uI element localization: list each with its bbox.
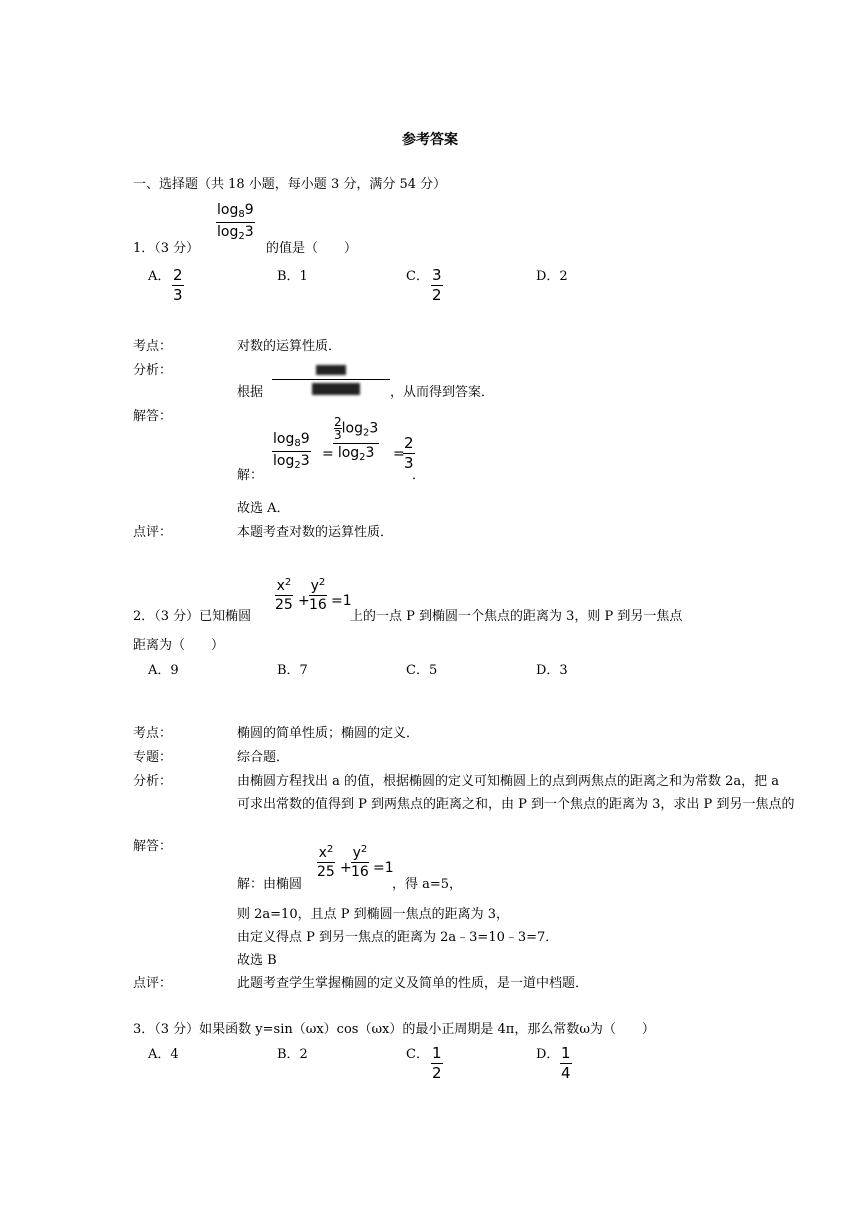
q2-jie-pre: 解：由椭圆 bbox=[237, 877, 303, 892]
q1-option-b: B．1 bbox=[277, 269, 308, 284]
q1-jie-dot: ． bbox=[412, 468, 426, 483]
q3-option-c-fraction: 1 2 bbox=[432, 1044, 442, 1082]
q2-fenxi-label: 分析： bbox=[133, 774, 173, 789]
q1-jie-result-fraction: 2 3 bbox=[404, 434, 414, 472]
q2-jie-line1: 则 2a=10，且点 P 到椭圆一焦点的距离为 3， bbox=[237, 907, 510, 922]
q2-stem-line2: 距离为（ ） bbox=[133, 638, 225, 653]
q2-jie-post: ，得 a=5， bbox=[392, 877, 463, 892]
q2-option-b: B．7 bbox=[277, 663, 308, 678]
q2-suffix: 上的一点 P 到椭圆一个焦点的距离为 3，则 P 到另一焦点 bbox=[350, 609, 683, 624]
q2-option-d: D．3 bbox=[536, 663, 568, 678]
q2-option-a: A．9 bbox=[148, 663, 179, 678]
q2-jie-line2: 由定义得点 P 到另一焦点的距离为 2a﹣3=10﹣3=7． bbox=[237, 930, 559, 945]
q1-option-a-fraction: 2 3 bbox=[173, 266, 183, 304]
q2-stem-plus: + bbox=[298, 593, 310, 609]
page-title: 参考答案 bbox=[402, 132, 458, 148]
q2-kaodian-label: 考点： bbox=[133, 726, 173, 741]
q1-suffix: 的值是（ ） bbox=[266, 241, 358, 256]
q1-dianping-label: 点评： bbox=[133, 525, 173, 540]
q2-stem-eq: =1 bbox=[331, 593, 352, 609]
q2-stem-y-fraction: $y^2$ 16 bbox=[309, 577, 327, 613]
q2-stem-x-fraction: $x^2$ 25 bbox=[275, 577, 293, 613]
q1-fenxi-label: 分析： bbox=[133, 363, 173, 378]
q1-jie-fraction-1: $\log_89$ $\log_23$ bbox=[273, 431, 310, 471]
q3-option-a: A．4 bbox=[148, 1047, 179, 1062]
q1-jie-fraction-2: $\frac{2}{3}$ $\log_23$ $\log_23$ bbox=[334, 415, 379, 463]
q1-option-d: D．2 bbox=[536, 269, 568, 284]
q1-fenxi-post: ，从而得到答案． bbox=[390, 385, 495, 400]
q1-jieda-label: 解答： bbox=[133, 409, 173, 424]
q1-fenxi-pre: 根据 bbox=[237, 385, 264, 400]
q1-option-c: C． bbox=[406, 269, 429, 284]
q3-stem: 3．（3 分）如果函数 y=sin（ωx）cos（ωx）的最小正周期是 4π，那么常数ω为（ ） bbox=[133, 1022, 655, 1037]
q1-choice: 故选 A． bbox=[237, 501, 290, 516]
q2-dianping-label: 点评： bbox=[133, 976, 173, 991]
q1-fenxi-formula-image bbox=[272, 371, 390, 401]
q2-fenxi-line2: 可求出常数的值得到 P 到两焦点的距离之和，由 P 到一个焦点的距离为 3，求出 P 到另一焦点的 bbox=[237, 797, 795, 812]
section-heading: 一、选择题（共 18 小题，每小题 3 分，满分 54 分） bbox=[133, 177, 447, 192]
q1-dianping: 本题考查对数的运算性质． bbox=[237, 525, 394, 540]
q1-jie-label: 解： bbox=[237, 468, 264, 483]
q3-option-b: B．2 bbox=[277, 1047, 308, 1062]
q2-jie-x-fraction: $x^2$ 25 bbox=[317, 844, 335, 880]
q2-fenxi-line1: 由椭圆方程找出 a 的值，根据椭圆的定义可知椭圆上的点到两焦点的距离之和为常数 2a，把 a bbox=[237, 774, 780, 789]
q2-dianping: 此题考查学生掌握椭圆的定义及简单的性质，是一道中档题． bbox=[237, 976, 589, 991]
q3-option-d: D． bbox=[536, 1047, 560, 1062]
q2-jie-y-fraction: $y^2$ 16 bbox=[351, 844, 369, 880]
q2-kaodian: 椭圆的简单性质；椭圆的定义． bbox=[237, 726, 420, 741]
q2-jie-line3: 故选 B bbox=[237, 953, 277, 968]
q1-jie-eq-2: = bbox=[393, 446, 405, 462]
q2-zhuanti-label: 专题： bbox=[133, 750, 173, 765]
q2-option-c: C．5 bbox=[406, 663, 438, 678]
q2-zhuanti: 综合题． bbox=[237, 750, 290, 765]
q3-option-c: C． bbox=[406, 1047, 429, 1062]
q1-option-c-fraction: 3 2 bbox=[432, 266, 442, 304]
q2-jie-plus: + bbox=[340, 860, 352, 876]
q1-option-a: A． bbox=[148, 269, 171, 284]
q1-prefix: 1．（3 分） bbox=[133, 241, 200, 256]
q1-kaodian-label: 考点： bbox=[133, 339, 173, 354]
q2-jieda-label: 解答： bbox=[133, 839, 173, 854]
q1-stem-fraction: $\log_89$ $\log_23$ bbox=[217, 202, 254, 242]
q3-option-d-fraction: 1 4 bbox=[561, 1044, 571, 1082]
q1-jie-eq-1: = bbox=[322, 446, 334, 462]
q1-kaodian: 对数的运算性质． bbox=[237, 339, 342, 354]
q2-prefix: 2．（3 分）已知椭圆 bbox=[133, 609, 252, 624]
q2-jie-eq: =1 bbox=[373, 860, 394, 876]
